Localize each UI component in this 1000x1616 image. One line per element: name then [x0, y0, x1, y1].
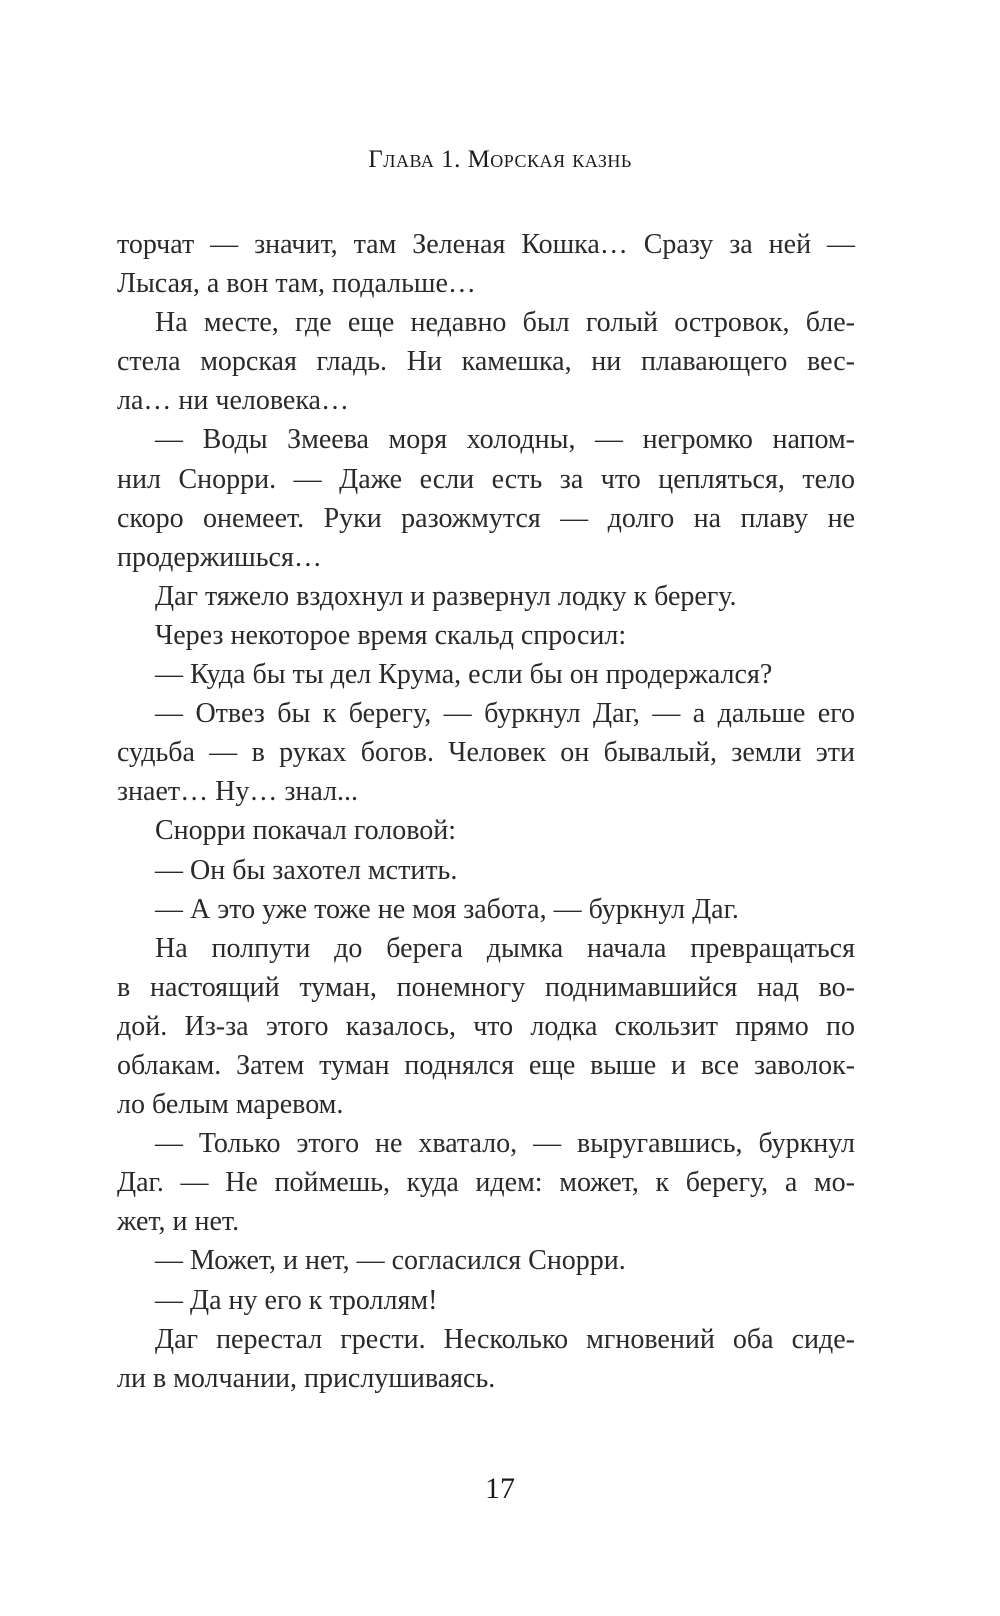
- text-line: скоро онемеет. Руки разожмутся — долго на плаву не: [117, 502, 855, 534]
- text-line: — Воды Змеева моря холодны, — негромко напом-: [155, 424, 855, 456]
- text-line: стела морская гладь. Ни камешка, ни плавающего вес-: [117, 346, 855, 378]
- text-line: Даг перестал грести. Несколько мгновений оба сиде-: [155, 1323, 855, 1355]
- text-line: — Отвез бы к берегу, — буркнул Даг, — а дальше его: [155, 698, 855, 730]
- text-line: торчат — значит, там Зеленая Кошка… Сразу за ней —: [117, 229, 855, 260]
- text-line: облакам. Затем туман поднялся еще выше и все заволок-: [117, 1049, 855, 1081]
- text-line: — Только этого не хватало, — выругавшись, буркнул: [155, 1128, 855, 1160]
- text-line: Даг. — Не поймешь, куда идем: может, к берегу, а мо-: [117, 1167, 855, 1199]
- text-line: — Может, и нет, — согласился Снорри.: [155, 1245, 626, 1277]
- text-line: знает… Ну… знал...: [117, 776, 359, 808]
- text-line: На месте, где еще недавно был голый островок, бле-: [155, 307, 855, 339]
- text-line: в настоящий туман, понемногу поднимавшийся над во-: [117, 971, 855, 1003]
- text-line: — А это уже тоже не моя забота, — буркнул Даг.: [155, 893, 739, 925]
- body-text: [117, 225, 855, 1398]
- text-line: нил Снорри. — Даже если есть за что цепляться, тело: [117, 463, 855, 495]
- text-line: ли в молчании, прислушиваясь.: [117, 1362, 496, 1394]
- running-head: Глава 1. Морская казнь: [368, 146, 632, 173]
- text-line: — Он бы захотел мстить.: [155, 854, 458, 886]
- text-line: ло белым маревом.: [117, 1089, 344, 1121]
- text-line: Снорри покачал головой:: [155, 815, 457, 847]
- page-number: 17: [485, 1472, 515, 1505]
- text-line: Даг тяжело вздохнул и развернул лодку к берегу.: [155, 580, 737, 612]
- text-line: На полпути до берега дымка начала превращаться: [155, 932, 855, 964]
- text-line: Лысая, а вон там, подальше…: [117, 268, 476, 300]
- text-line: — Да ну его к троллям!: [155, 1284, 438, 1316]
- text-line: продержишься…: [117, 541, 322, 573]
- text-line: Через некоторое время скальд спросил:: [155, 619, 627, 651]
- text-line: судьба — в руках богов. Человек он бывалый, земли эти: [117, 737, 855, 769]
- text-line: дой. Из-за этого казалось, что лодка скользит прямо по: [117, 1010, 855, 1042]
- text-line: жет, и нет.: [117, 1206, 240, 1238]
- text-line: — Куда бы ты дел Крума, если бы он продержался?: [155, 659, 773, 691]
- text-line: ла… ни человека…: [117, 385, 349, 417]
